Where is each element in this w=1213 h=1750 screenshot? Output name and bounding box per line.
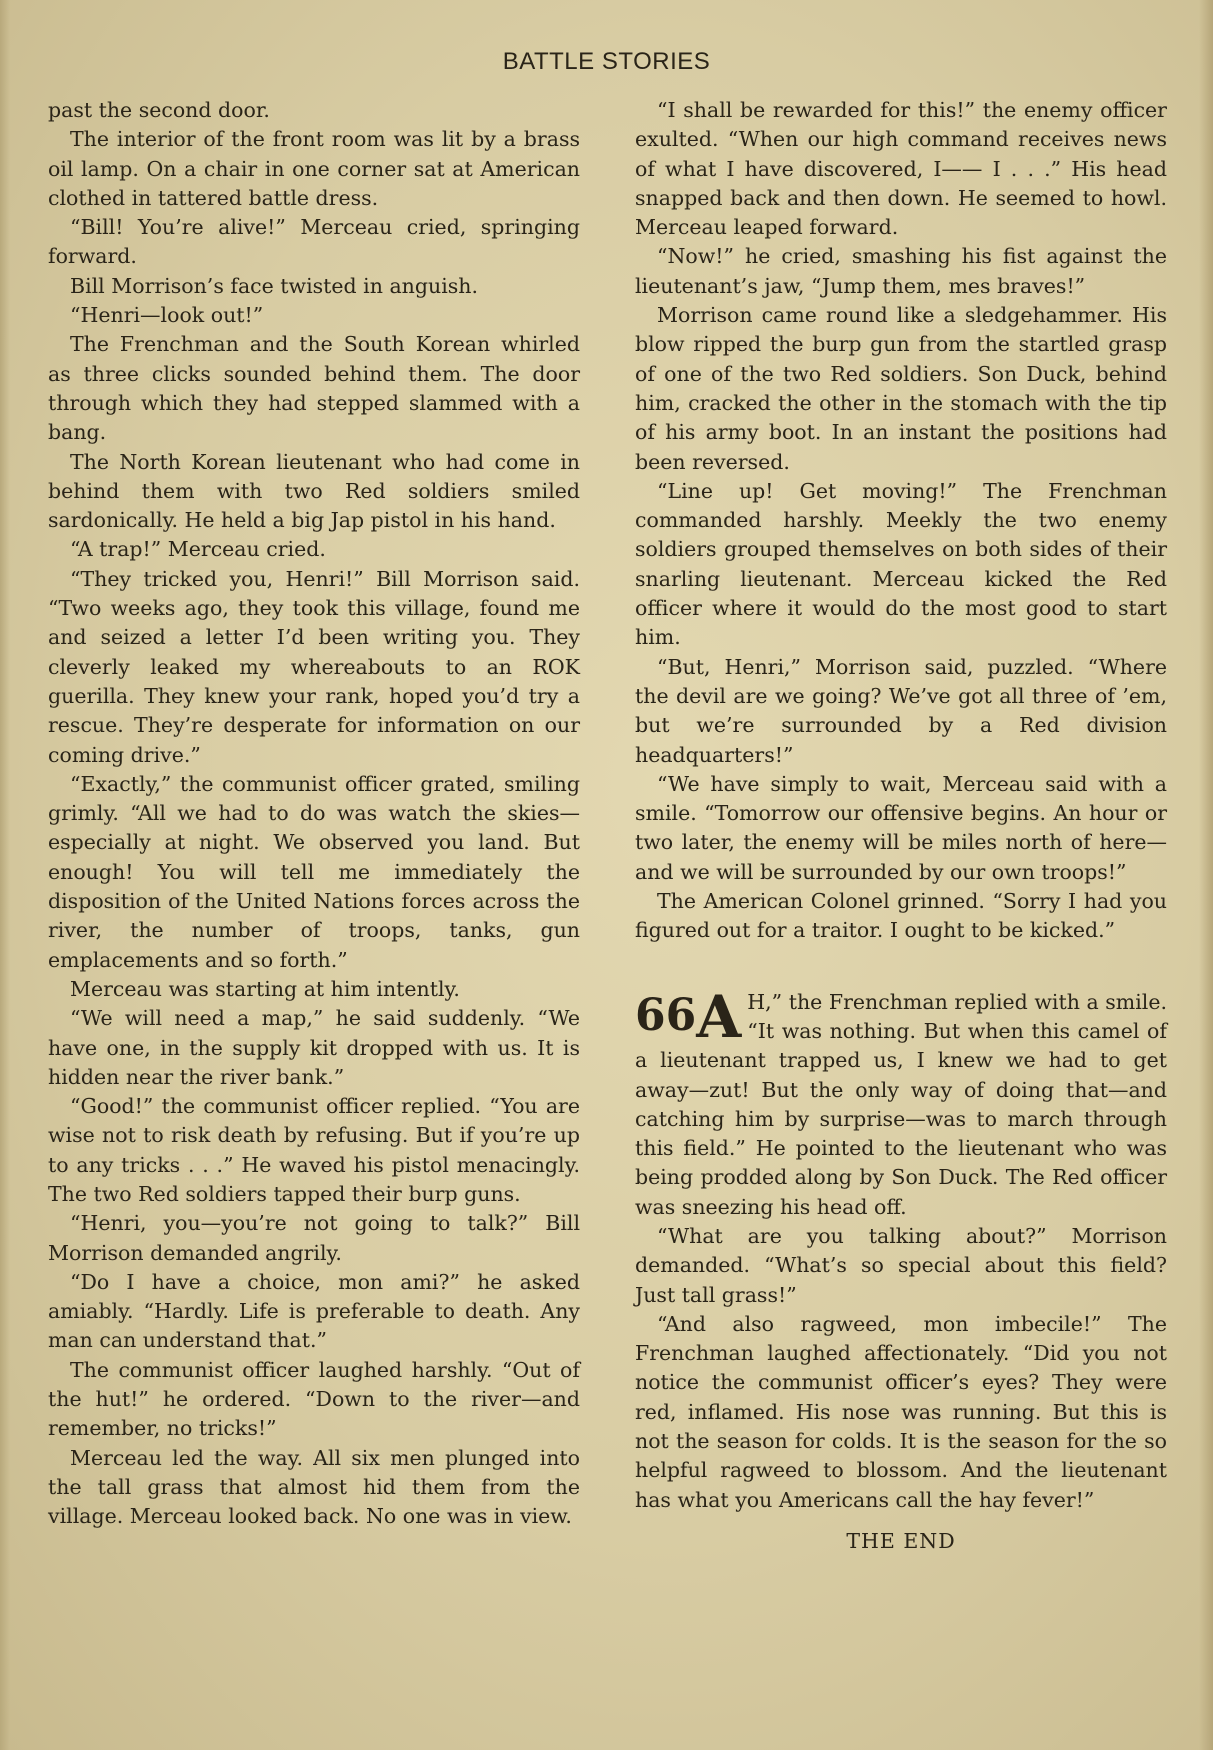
- right-column: [635, 96, 1167, 1556]
- paragraph: “Bill! You’re alive!” Merceau cried, springing forward.: [48, 215, 580, 269]
- paragraph: “I shall be rewarded for this!” the enemy officer exulted. “When our high command receives news of what I have discovered, I—— I . . .” His head snapped back and then down. He seemed to howl. Merceau leaped forward.: [635, 98, 1167, 240]
- dropcap-quote-mark: 66: [635, 989, 697, 1041]
- paragraph: “Henri—look out!”: [70, 303, 264, 328]
- paragraph: The interior of the front room was lit by a brass oil lamp. On a chair in one corner sat at American clothed in tattered battle dress.: [48, 127, 580, 210]
- paragraph: “Good!” the communist officer replied. “You are wise not to risk death by refusing. But if you’re up to any tricks . . .” He waved his pistol menacingly. The two Red soldiers tapped their burp guns.: [48, 1094, 580, 1206]
- dropcap-paragraph: [635, 982, 1167, 1222]
- paragraph: The North Korean lieutenant who had come in behind them with two Red soldiers smiled sardonically. He held a big Jap pistol in his hand.: [48, 449, 580, 533]
- page-right-edge: [1199, 0, 1213, 1750]
- paragraph: “What are you talking about?” Morrison demanded. “What’s so special about this field? Just tall grass!”: [635, 1223, 1167, 1307]
- story-end-marker: THE END: [846, 1528, 956, 1553]
- paragraph: Bill Morrison’s face twisted in anguish.: [70, 273, 478, 298]
- paragraph: “And also ragweed, mon imbecile!” The Frenchman laughed affectionately. “Did you not notice the communist officer’s eyes? They were red, inflamed. His nose was running. But this is not the season for colds. It is the season for the so helpful ragweed to blossom. And the lieutenant has what you Americans call the hay fever!”: [635, 1311, 1167, 1512]
- paragraph: “But, Henri,” Morrison said, puzzled. “Where the devil are we going? We’ve got all three of ’em, but we’re surrounded by a Red division headquarters!”: [635, 654, 1167, 767]
- paragraph: “Now!” he cried, smashing his fist against the lieutenant’s jaw, “Jump them, mes braves!”: [635, 244, 1167, 298]
- running-header: BATTLE STORIES: [502, 48, 711, 75]
- dropcap-paragraph-text: H,” the Frenchman replied with a smile. “It was nothing. But when this camel of a lieutenant trapped us, I knew we had to get away—zut! But the only way of doing that—and catching him by surprise—was to march through this field.” He pointed to the lieutenant who was being prodded along by Son Duck. The Red officer was sneezing his head off.: [635, 989, 1167, 1219]
- paragraph: “Exactly,” the communist officer grated, smiling grimly. “All we had to do was watch the skies—especially at night. We observed you land. But enough! You will tell me immediately the disposition of the United Nations forces across the river, the number of troops, tanks, gun emplacements and so forth.”: [48, 771, 580, 972]
- section-break: [635, 946, 1167, 988]
- paragraph: “They tricked you, Henri!” Bill Morrison said. “Two weeks ago, they took this village, found me and seized a letter I’d been writing you. They cleverly leaked my whereabouts to an ROK guerilla. They knew your rank, hoped you’d try a rescue. They’re desperate for information on our coming drive.”: [48, 566, 580, 767]
- paragraph: The Frenchman and the South Korean whirled as three clicks sounded behind them. The door through which they had stepped slammed with a bang.: [48, 332, 580, 445]
- page-left-edge: [0, 0, 10, 1750]
- paragraph: “Line up! Get moving!” The Frenchman commanded harshly. Meekly the two enemy soldiers grouped themselves on both sides of their snarling lieutenant. Merceau kicked the Red officer where it would do the most good to start him.: [635, 478, 1167, 650]
- paragraph: The American Colonel grinned. “Sorry I had you figured out for a traitor. I ought to be kicked.”: [635, 889, 1167, 943]
- paragraph: “A trap!” Merceau cried.: [70, 537, 326, 562]
- paragraph: past the second door.: [48, 98, 270, 122]
- paragraph: Morrison came round like a sledgehammer. His blow ripped the burp gun from the startled grasp of one of the two Red soldiers. Son Duck, behind him, cracked the other in the stomach with the tip of his army boot. In an instant the positions had been reversed.: [635, 303, 1167, 474]
- paragraph: Merceau led the way. All six men plunged into the tall grass that almost hid them from the village. Merceau looked back. No one was in view.: [48, 1445, 580, 1529]
- paragraph: Merceau was starting at him intently.: [70, 976, 460, 1001]
- paragraph: “We have simply to wait, Merceau said with a smile. “Tomorrow our offensive begins. An hour or two later, the enemy will be miles north of here—and we will be surrounded by our own troops!”: [635, 771, 1167, 884]
- paragraph: “We will need a map,” he said suddenly. “We have one, in the supply kit dropped with us. It is hidden near the river bank.”: [48, 1006, 580, 1089]
- paragraph: The communist officer laughed harshly. “Out of the hut!” he ordered. “Down to the river—and remember, no tricks!”: [48, 1357, 580, 1441]
- paragraph: “Do I have a choice, mon ami?” he asked amiably. “Hardly. Life is preferable to death. Any man can understand that.”: [48, 1269, 580, 1353]
- paragraph: “Henri, you—you’re not going to talk?” Bill Morrison demanded angrily.: [48, 1211, 580, 1265]
- dropcap-letter: A: [696, 982, 742, 1051]
- left-column: [48, 96, 580, 1532]
